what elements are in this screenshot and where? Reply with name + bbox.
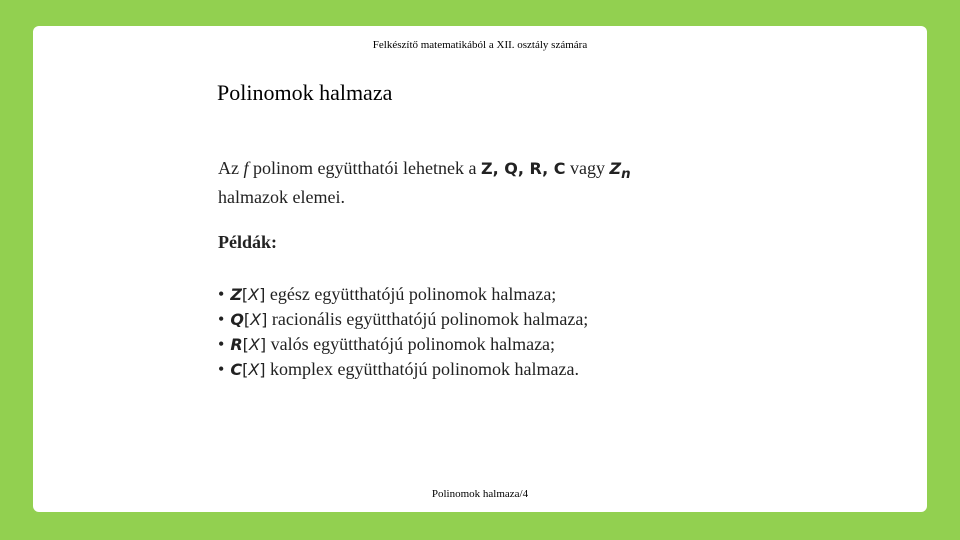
examples-label: Példák:	[218, 232, 278, 252]
bracket-var: X	[250, 310, 262, 329]
set-symbol: R	[230, 335, 243, 354]
page-footer: Polinomok halmaza/4	[431, 488, 529, 500]
intro-zn-base: Z	[609, 159, 622, 178]
intro-paragraph	[218, 157, 718, 209]
intro-line-1	[218, 157, 718, 186]
set-notation	[230, 310, 267, 329]
intro-az: Az	[218, 158, 239, 178]
intro-zn-sub: n	[621, 167, 631, 183]
intro-vagy: vagy	[569, 158, 605, 178]
bracket-var: X	[248, 360, 260, 379]
set-symbol: C	[230, 360, 243, 379]
list-item	[218, 332, 588, 357]
set-notation	[230, 360, 265, 379]
set-symbol: Z	[230, 285, 242, 304]
bracket-open: [	[243, 310, 251, 329]
bracket-open: [	[242, 360, 249, 379]
examples-list	[218, 282, 588, 382]
list-item	[218, 307, 588, 332]
example-desc: racionális együtthatójú polinomok halmaza;	[271, 309, 589, 329]
example-desc: egész együtthatójú polinomok halmaza;	[269, 284, 557, 304]
bracket-var: X	[248, 285, 260, 304]
bracket-close: ]	[259, 360, 266, 379]
list-item	[218, 282, 588, 307]
bracket-close: ]	[261, 310, 268, 329]
set-symbol: Q	[230, 310, 244, 329]
slide	[33, 26, 927, 512]
bracket-open: [	[242, 335, 249, 354]
bracket-open: [	[241, 285, 249, 304]
bullet: •	[218, 334, 225, 354]
bullet: •	[218, 284, 225, 304]
example-desc: valós együtthatójú polinomok halmaza;	[270, 334, 556, 354]
page-header: Felkészítő matematikából a XII. osztály számára	[372, 39, 588, 51]
intro-text-2: halmazok elemei.	[218, 187, 345, 208]
example-desc: komplex együtthatójú polinomok halmaza.	[270, 359, 579, 379]
list-item	[218, 357, 588, 382]
intro-f: f	[243, 158, 249, 178]
intro-zn	[609, 159, 631, 183]
bracket-var: X	[248, 335, 260, 354]
bracket-close: ]	[259, 335, 267, 354]
set-notation	[230, 285, 265, 304]
page-title: Polinomok halmaza	[217, 80, 393, 105]
intro-text-1: polinom együtthatói lehetnek a	[253, 158, 477, 178]
bullet: •	[218, 359, 225, 379]
bullet: •	[218, 309, 225, 329]
intro-sets: Z, Q, R, C	[480, 159, 566, 178]
bracket-close: ]	[259, 285, 266, 304]
set-notation	[230, 335, 266, 354]
